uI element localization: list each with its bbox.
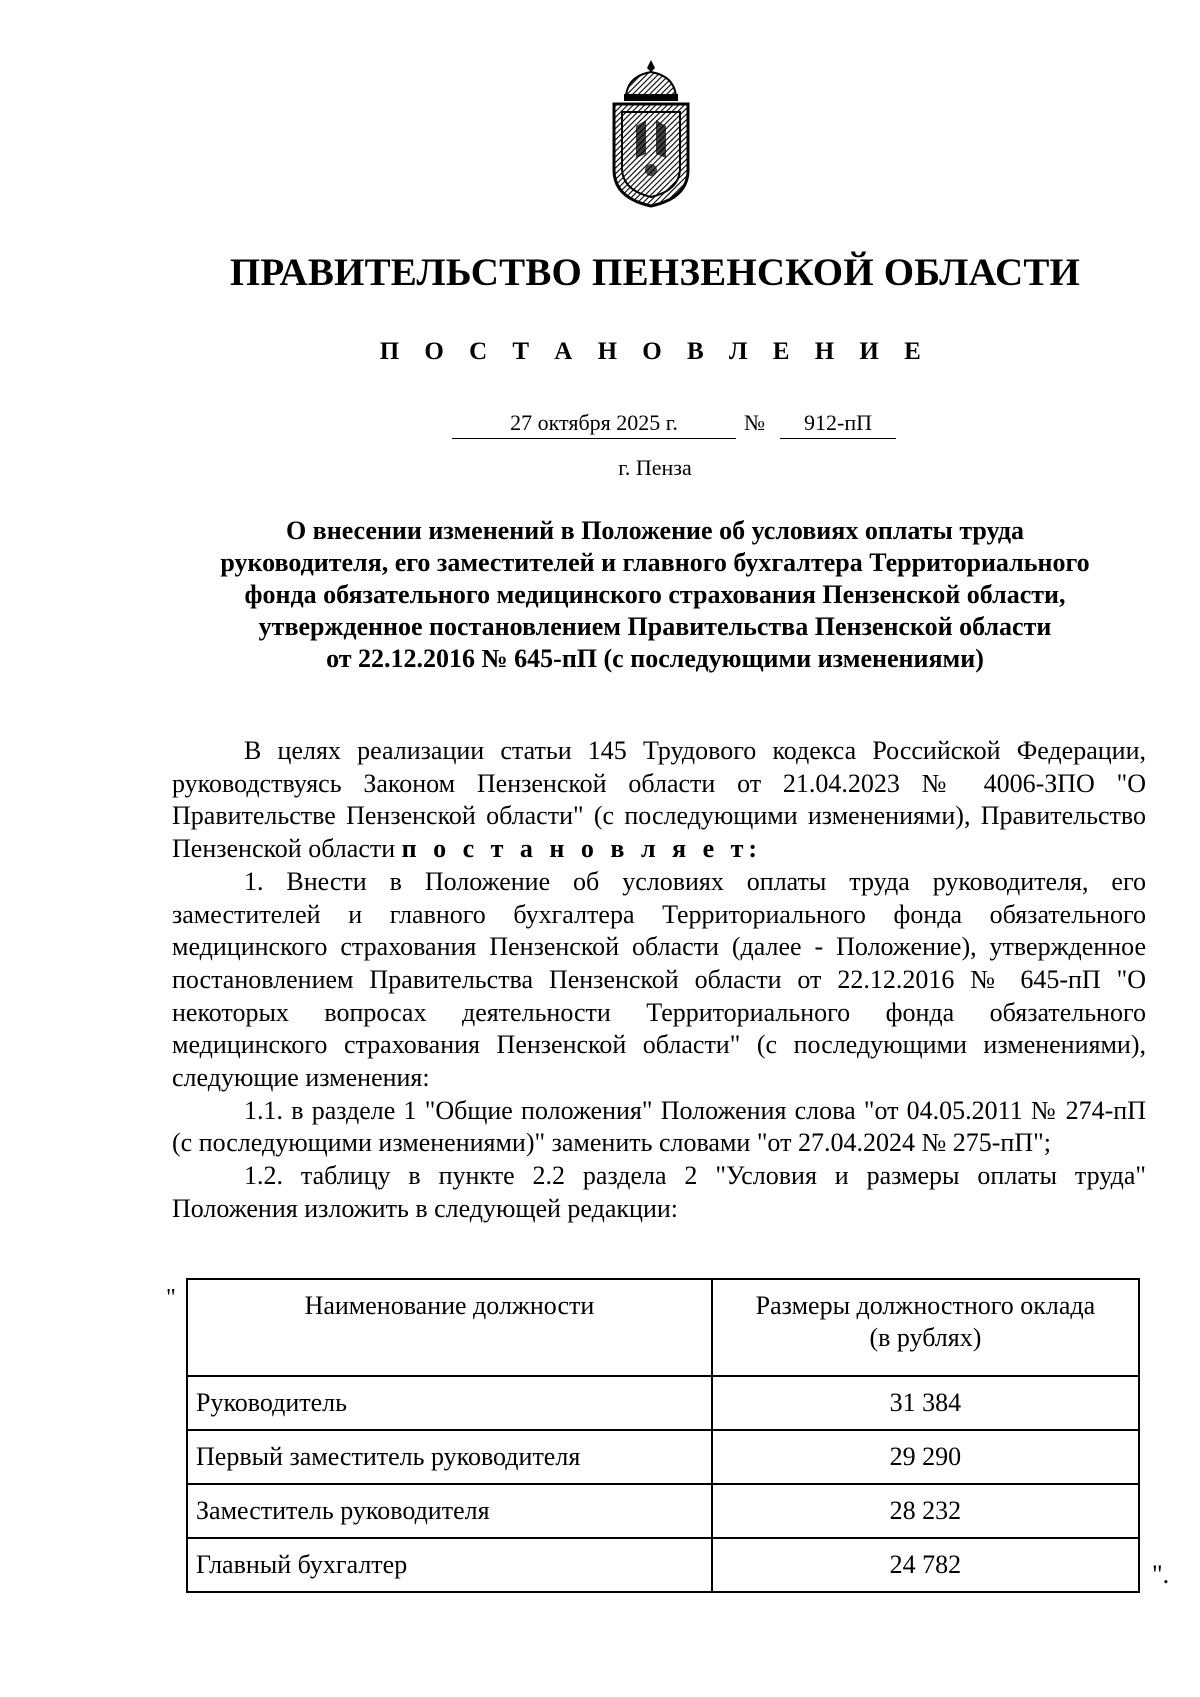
subject-line: от 22.12.2016 № 645-пП (с последующими изменениями) xyxy=(326,644,984,673)
column-header-salary-line: Размеры должностного оклада xyxy=(755,1291,1096,1320)
salary-table xyxy=(186,1278,1140,1593)
coat-of-arms-emblem xyxy=(606,58,696,208)
government-title: ПРАВИТЕЛЬСТВО ПЕНЗЕНСКОЙ ОБЛАСТИ xyxy=(229,251,1081,294)
salary-cell: 24 782 xyxy=(712,1538,1139,1592)
subject-line: утвержденное постановлением Правительства Пензенской области xyxy=(258,612,1052,641)
salary-cell: 31 384 xyxy=(712,1376,1139,1430)
preamble-paragraph xyxy=(172,735,1146,866)
table-quote-open: " xyxy=(166,1285,176,1311)
item-1-1: 1.1. в разделе 1 "Общие положения" Положения слова "от 04.05.2011 № 274-пП (с последующими изменениями)" заменить словами "от 27.04.2024 № 275-пП"; xyxy=(172,1095,1146,1158)
preamble-text: В целях реализации статьи 145 Трудового кодекса Российской Федерации, руководствуясь Законом Пензенской области от 21.04.2023 № 4006-ЗПО "О Правительстве Пензенской области" (с последующими изменениями), Правительство Пензенской области xyxy=(172,736,1146,864)
document-city: г. Пенза xyxy=(618,455,692,480)
document-date: 27 октября 2025 г. xyxy=(452,410,736,439)
item-1: 1. Внести в Положение об условиях оплаты труда руководителя, его заместителей и главного бухгалтера Территориального фонда обязательного медицинского страхования Пензенской области (далее - Положение), утвержденное постановлением Правительства Пензенской области от 22.12.2016 № 645-пП "О некоторых вопросах деятельности Территориального фонда обязательного медицинского страхования Пензенской области" (с последующими изменениями), следующие изменения: xyxy=(172,866,1146,1093)
position-cell: Руководитель xyxy=(187,1376,712,1430)
position-cell: Главный бухгалтер xyxy=(187,1538,712,1592)
document-body xyxy=(172,735,1146,1226)
document-type: П О С Т А Н О В Л Е Н И Е xyxy=(379,338,931,365)
salary-cell: 28 232 xyxy=(712,1484,1139,1538)
position-cell: Заместитель руководителя xyxy=(187,1484,712,1538)
table-row xyxy=(187,1484,1139,1538)
decree-word: п о с т а н о в л я е т: xyxy=(401,834,763,864)
document-number: 912-пП xyxy=(780,410,896,439)
table-row xyxy=(187,1430,1139,1484)
table-header-row xyxy=(187,1279,1139,1376)
position-cell: Первый заместитель руководителя xyxy=(187,1430,712,1484)
table-quote-close: ". xyxy=(1152,1560,1170,1589)
column-header-position: Наименование должности xyxy=(187,1279,712,1376)
subject-line: фонда обязательного медицинского страхования Пензенской области, xyxy=(244,580,1066,609)
item-1-2: 1.2. таблицу в пункте 2.2 раздела 2 "Условия и размеры оплаты труда" Положения изложить в следующей редакции: xyxy=(172,1161,1146,1223)
column-header-salary-unit: (в рублях) xyxy=(869,1323,982,1352)
column-header-salary xyxy=(712,1279,1139,1376)
document-subject xyxy=(170,515,1140,675)
salary-cell: 29 290 xyxy=(712,1430,1139,1484)
number-sign: № xyxy=(744,410,765,435)
subject-line: О внесении изменений в Положение об условиях оплаты труда xyxy=(285,516,1025,545)
subject-line: руководителя, его заместителей и главного бухгалтера Территориального xyxy=(220,548,1090,577)
table-row xyxy=(187,1376,1139,1430)
table-row xyxy=(187,1538,1139,1592)
